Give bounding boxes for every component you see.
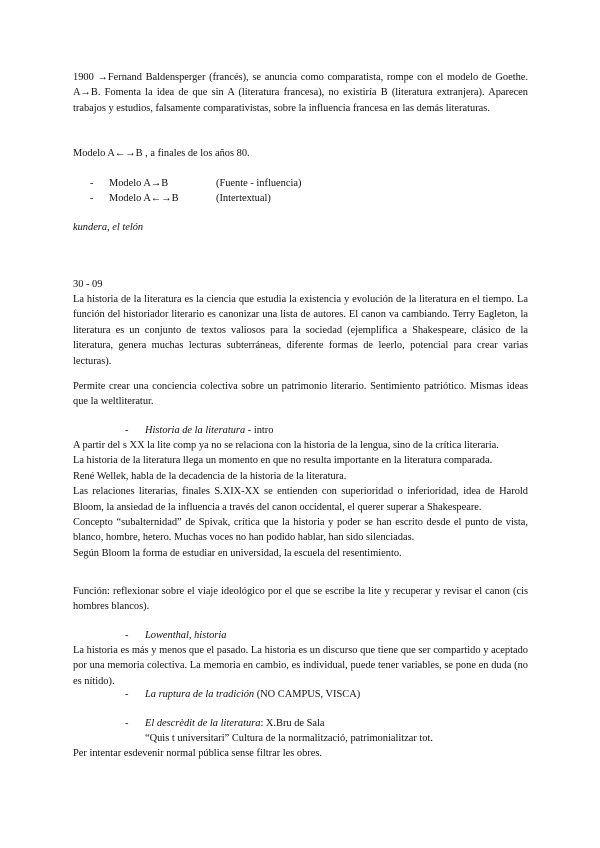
last-line: Per intentar esdevenir normal pública sense filtrar les obres. bbox=[73, 748, 322, 759]
bullet-dash: - bbox=[90, 178, 94, 189]
quote-line: “Quis t universitari” Cultura de la normalització, patrimonialitzar tot. bbox=[145, 733, 433, 745]
section-baldensperger bbox=[73, 70, 528, 116]
heading-ruptura bbox=[73, 687, 528, 703]
heading-lowenthal bbox=[73, 628, 528, 644]
modelo-bullet-list bbox=[73, 176, 528, 208]
heading-title: El descrèdit de la literatura bbox=[145, 718, 261, 729]
paragraph-bloom: Según Bloom la forma de estudiar en universidad, la escuela del resentimiento. bbox=[73, 547, 402, 559]
bullet-label: Modelo A→B bbox=[109, 178, 169, 189]
heading-title: Lowenthal, historia bbox=[145, 630, 227, 641]
paragraph-conciencia: Permite crear una conciencia colectiva sobre un patrimonio literario. Sentimiento patriótico. Mismas ideas que la weltliteratur. bbox=[73, 381, 528, 408]
heading-dash: - bbox=[125, 630, 129, 641]
heading-descredit bbox=[73, 716, 528, 748]
section-historia-literatura bbox=[73, 292, 528, 369]
bullet-desc: (Fuente - influencia) bbox=[216, 178, 302, 189]
bullet-dash: - bbox=[90, 193, 94, 205]
section-lite-comp bbox=[73, 438, 528, 561]
text-line: René Wellek, habla de la decadencia de la historia de la literatura. bbox=[73, 470, 347, 482]
paragraph-funcion: Función: reflexionar sobre el viaje ideológico por el que se escribe la lite y recuperar y revisar el canon (cis hombres blancos). bbox=[73, 586, 528, 613]
section-last bbox=[73, 746, 528, 761]
heading-dash: - bbox=[125, 718, 129, 729]
heading-title: Historia de la literatura bbox=[145, 425, 246, 436]
heading-suffix: - intro bbox=[245, 425, 274, 436]
modelo-line bbox=[73, 146, 528, 161]
heading-suffix: (NO CAMPUS, VISCA) bbox=[254, 689, 361, 700]
section-lowenthal bbox=[73, 643, 528, 689]
text-line: A partir del s XX la lite comp ya no se relaciona con la historia de la lengua, sino de la crítica literaria. bbox=[73, 440, 499, 451]
bullet-desc: (Intertextual) bbox=[216, 193, 271, 205]
section-date bbox=[73, 277, 528, 292]
heading-historia-intro bbox=[73, 423, 528, 439]
heading-dash: - bbox=[125, 425, 129, 436]
note-text: kundera, el telón bbox=[73, 222, 144, 233]
section-funcion bbox=[73, 584, 528, 615]
date-heading: 30 - 09 bbox=[73, 279, 103, 290]
paragraph-baldensperger: 1900 →Fernand Baldensperger (francés), se anuncia como comparatista, rompe con el modelo de Goethe. A→B. Fomenta la idea de que sin A (literatura francesa), no existiría B (literatura extranjera). Aparecen trabajos y estudios, falsamente comparativistas, sobre la influencia francesa en las demás literaturas. bbox=[73, 72, 528, 114]
heading-title: La ruptura de la tradición bbox=[145, 689, 255, 700]
text-line: La historia de la literatura llega un momento en que no resulta importante en la literatura comparada. bbox=[73, 455, 493, 467]
note-kundera bbox=[73, 220, 528, 235]
section-conciencia bbox=[73, 379, 528, 410]
heading-suffix: : X.Bru de Sala bbox=[260, 718, 325, 729]
bullet-label: Modelo A←→B bbox=[109, 193, 179, 205]
modelo-text: Modelo A←→B , a finales de los años 80. bbox=[73, 148, 250, 159]
heading-dash: - bbox=[125, 689, 129, 700]
paragraph-relaciones: Las relaciones literarias, finales S.XIX-XX se entienden con superioridad o inferioridad, idea de Harold Bloom, la ansiedad de la influencia a través del canon occidental, el querer superar a Shakespeare. bbox=[73, 486, 528, 513]
paragraph-historia: La historia de la literatura es la ciencia que estudia la existencia y evolución de la literatura en el tiempo. La función del historiador literario es canonizar una lista de autores. El canon va cambiando. Terry Eagleton, la literatura es un conjunto de textos valiosos para la sociedad (ejemplifica a Shakespeare, clásico de la literatura, genera muchas lecturas subterráneas, diferente formas de leerlo, potencial para crear varias lecturas). bbox=[73, 294, 528, 367]
paragraph-lowenthal: La historia es más y menos que el pasado. La historia es un discurso que tiene que ser compartido y aceptado por una memoria colectiva. La memoria en cambio, es individual, puede tener variables, se pone en duda (no es nítido). bbox=[73, 645, 528, 687]
paragraph-subalternidad: Concepto “subalternidad” de Spivak, crítica que la historia y poder se han escrito desde el punto de vista, blanco, hombre, hetero. Muchas voces no han podido hablar, han sido silenciadas. bbox=[73, 517, 528, 544]
